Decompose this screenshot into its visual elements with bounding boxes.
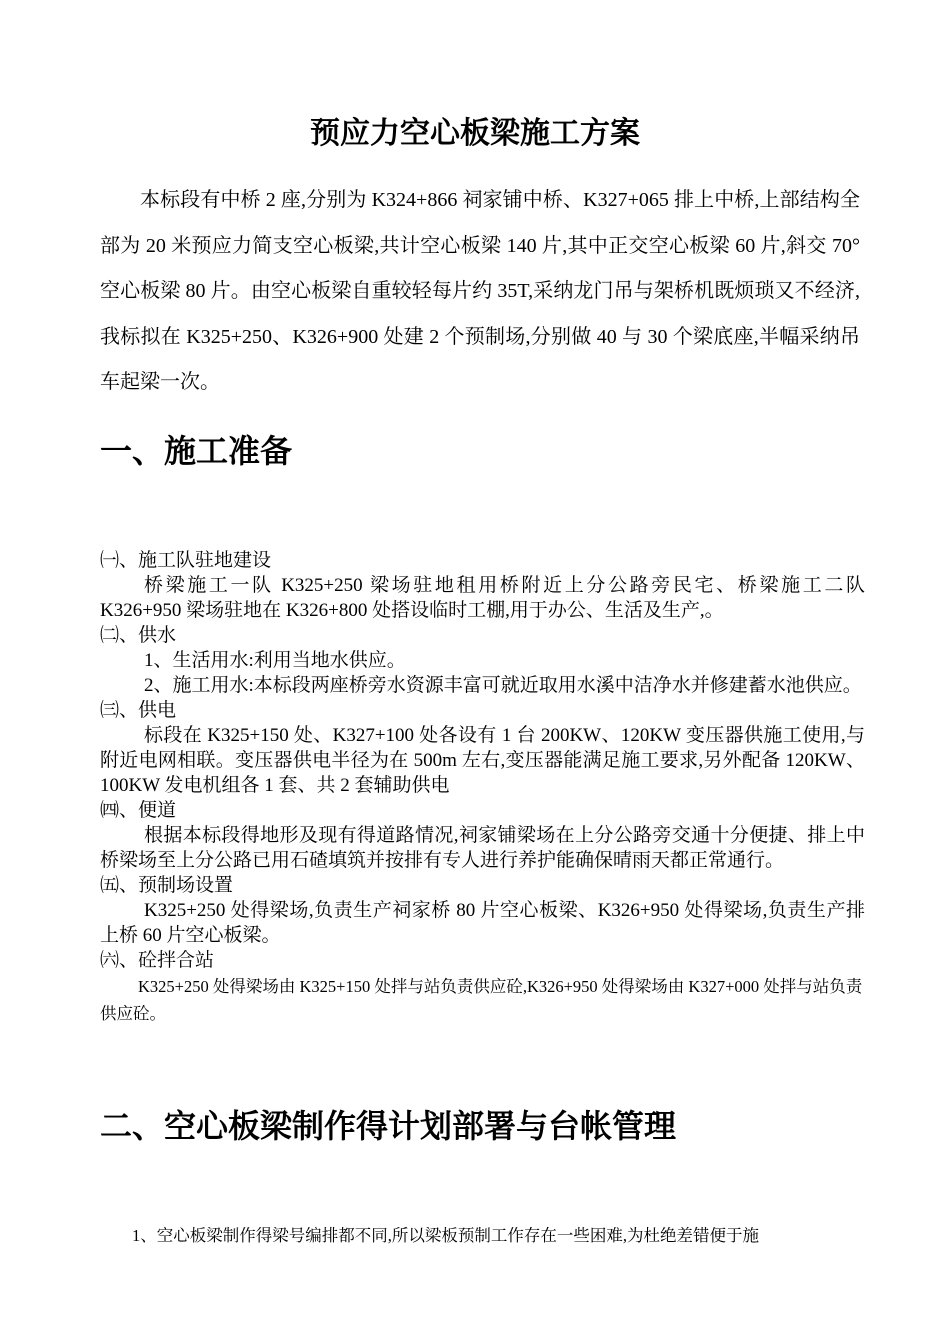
section-heading-planning: 二、空心板梁制作得计划部署与台帐管理 [100,1107,677,1145]
subsection-heading: ㈡、供水 [100,625,177,646]
subsection-heading: ㈠、施工队驻地建设 [100,550,272,571]
body-paragraph: 标段在 K325+150 处、K327+100 处各设有 1 台 200KW、120KW 变压器供施工使用,与附近电网相联。变压器供电半径为在 500m 左右,变压器能满足施工要求,另外配备 120KW、100KW 发电机组各 1 套、共 2 套辅助供电 [100,725,865,796]
subsection-heading: ㈢、供电 [100,700,177,721]
section-preparation-body [100,548,865,1027]
section-heading-preparation: 一、施工准备 [100,432,293,470]
subsection-heading: ㈣、便道 [100,800,177,821]
body-paragraph: K325+250 处得梁场,负责生产祠家桥 80 片空心板梁、K326+950 处得梁场,负责生产排上桥 60 片空心板梁。 [100,900,865,946]
body-paragraph: K325+250 处得梁场由 K325+150 处拌与站负责供应砼,K326+950 处得梁场由 K327+000 处拌与站负责供应砼。 [100,977,863,1023]
body-paragraph: 根据本标段得地形及现有得道路情况,祠家铺梁场在上分公路旁交通十分便捷、排上中桥梁场至上分公路已用石碴填筑并按排有专人进行养护能确保晴雨天都正常通行。 [100,825,865,871]
document-title: 预应力空心板梁施工方案 [310,116,640,151]
body-paragraph: 1、空心板梁制作得梁号编排都不同,所以梁板预制工作存在一些困难,为杜绝差错便于施 [132,1226,759,1245]
subsection-heading: ㈤、预制场设置 [100,875,234,896]
subsection-heading: ㈥、砼拌合站 [100,950,215,971]
intro-paragraph: 本标段有中桥 2 座,分别为 K324+866 祠家铺中桥、K327+065 排上中桥,上部结构全部为 20 米预应力简支空心板梁,共计空心板梁 140 片,其中正交空心板梁 60 片,斜交 70° 空心板梁 80 片。由空心板梁自重较轻每片约 35T,采纳龙门吊与架桥机既烦琐又不经济,我标拟在 K325+250、K326+900 处建 2 个预制场,分别做 40 与 30 个梁底座,半幅采纳吊车起梁一次。 [100,189,860,393]
body-paragraph: 2、施工用水:本标段两座桥旁水资源丰富可就近取用水溪中洁净水并修建蓄水池供应。 [144,675,862,696]
body-paragraph: 1、生活用水:利用当地水供应。 [144,650,406,671]
body-paragraph: 桥梁施工一队 K325+250 梁场驻地租用桥附近上分公路旁民宅、桥梁施工二队 K326+950 梁场驻地在 K326+800 处搭设临时工棚,用于办公、生活及生产,。 [100,575,865,621]
